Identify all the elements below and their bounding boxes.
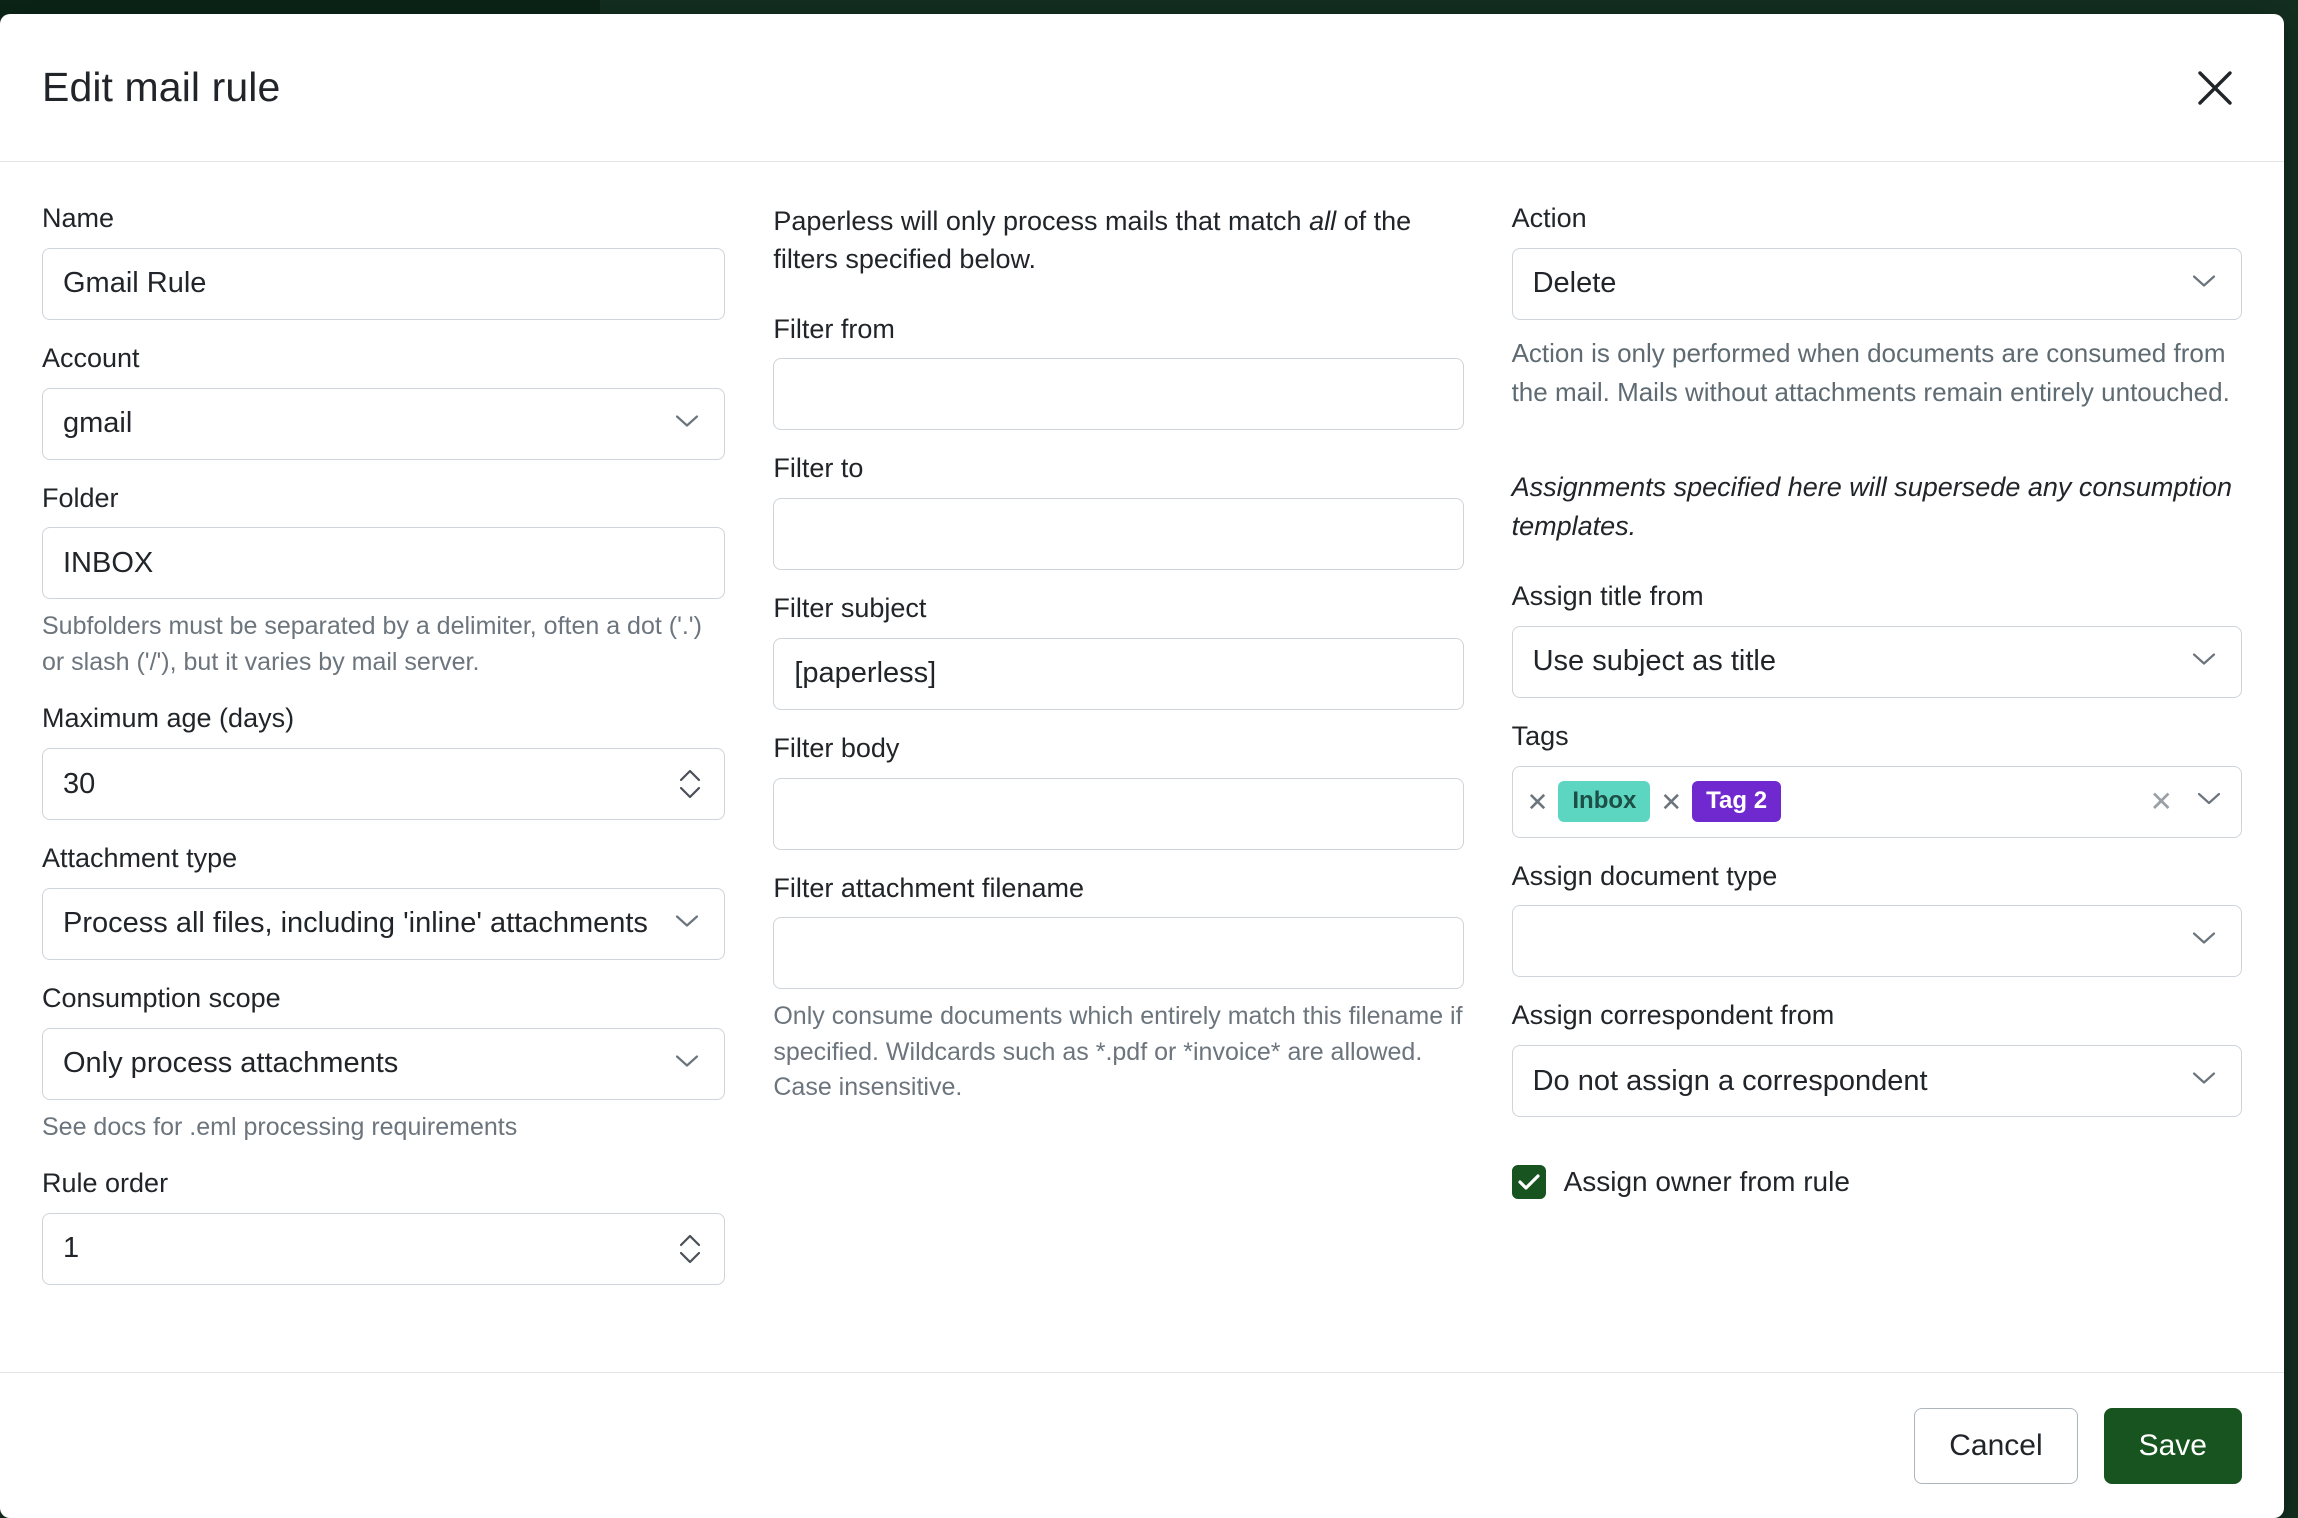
consumption-scope-hint: See docs for .eml processing requirements — [42, 1112, 518, 1141]
filter-from-input[interactable] — [773, 358, 1463, 430]
column-actions — [1512, 202, 2242, 1372]
field-filter-body — [773, 732, 1463, 850]
attachment-type-select[interactable]: Process all files, including 'inline' attachments — [42, 888, 725, 960]
filters-intro — [773, 202, 1463, 279]
assign-document-type-select[interactable] — [1512, 905, 2242, 977]
tag-item — [1527, 781, 1651, 822]
field-assign-title-from — [1512, 580, 2242, 698]
remove-tag-icon[interactable]: ✕ — [1526, 786, 1549, 817]
rule-order-label: Rule order — [42, 1168, 169, 1198]
edit-mail-rule-dialog — [0, 14, 2284, 1518]
filter-to-input[interactable] — [773, 498, 1463, 570]
assign-title-from-select[interactable]: Use subject as title — [1512, 626, 2242, 698]
assign-title-from-label: Assign title from — [1511, 581, 1704, 612]
maximum-age-stepper[interactable] — [679, 769, 701, 799]
field-attachment-type — [42, 842, 725, 960]
dialog-footer — [0, 1372, 2284, 1518]
dialog-body — [0, 162, 2284, 1372]
chevron-down-icon[interactable] — [2197, 792, 2221, 811]
assign-document-type-label: Assign document type — [1511, 860, 1778, 891]
dialog-title: Edit mail rule — [42, 64, 281, 110]
dialog-header — [0, 14, 2284, 162]
field-tags — [1512, 720, 2242, 838]
assign-correspondent-from-select[interactable]: Do not assign a correspondent — [1512, 1045, 2242, 1117]
assignments-note: Assignments specified here will supersede any consumption templates. — [1511, 471, 2232, 541]
action-select[interactable]: Delete — [1512, 248, 2242, 320]
column-general — [42, 202, 773, 1372]
maximum-age-input[interactable] — [42, 748, 725, 820]
field-folder — [42, 482, 725, 681]
field-consumption-scope — [42, 982, 725, 1145]
field-maximum-age — [42, 702, 725, 820]
name-label: Name — [42, 203, 115, 233]
assign-correspondent-from-label: Assign correspondent from — [1511, 1000, 1835, 1031]
field-name — [42, 202, 725, 320]
field-filter-attachment-filename — [773, 872, 1463, 1106]
filter-subject-input[interactable] — [773, 638, 1463, 710]
clear-icon[interactable]: ✕ — [2149, 785, 2173, 817]
filter-attachment-filename-hint: Only consume documents which entirely match this filename if specified. Wildcards such as *.pdf or *invoice* are allowed. Case insensitive. — [773, 1002, 1463, 1102]
tag-item — [1660, 781, 1781, 822]
filters-intro-after: of the filters specified below. — [773, 206, 1412, 275]
field-filter-subject — [773, 592, 1463, 710]
field-assign-correspondent-from — [1512, 999, 2242, 1117]
assign-owner-label: Assign owner from rule — [1563, 1166, 1850, 1198]
field-rule-order — [42, 1167, 725, 1285]
remove-tag-icon[interactable]: ✕ — [1660, 786, 1683, 817]
filter-from-label: Filter from — [773, 313, 895, 344]
field-action — [1512, 202, 2242, 412]
filter-attachment-filename-input[interactable] — [773, 917, 1463, 989]
filters-intro-before: Paperless will only process mails that match — [773, 206, 1310, 236]
consumption-scope-label: Consumption scope — [42, 982, 281, 1013]
filter-body-input[interactable] — [773, 778, 1463, 850]
column-filters — [773, 202, 1511, 1372]
filter-to-label: Filter to — [773, 453, 864, 484]
save-button[interactable]: Save — [2104, 1408, 2242, 1484]
name-input[interactable] — [42, 248, 725, 320]
tag-chip-label: Inbox — [1558, 781, 1650, 822]
field-filter-from — [773, 313, 1463, 431]
consumption-scope-select[interactable]: Only process attachments — [42, 1028, 725, 1100]
filter-body-label: Filter body — [773, 732, 900, 763]
folder-input[interactable] — [42, 527, 725, 599]
rule-order-stepper[interactable] — [679, 1234, 701, 1264]
filter-subject-label: Filter subject — [773, 593, 927, 624]
tags-label: Tags — [1511, 720, 1569, 751]
field-filter-to — [773, 452, 1463, 570]
attachment-type-label: Attachment type — [42, 843, 238, 873]
filters-intro-emphasis: all — [1309, 206, 1337, 236]
account-select[interactable]: gmail — [42, 388, 725, 460]
action-hint: Action is only performed when documents are consumed from the mail. Mails without attachments remain entirely untouched. — [1511, 337, 2230, 407]
assign-owner-from-rule-row[interactable] — [1512, 1165, 2242, 1199]
close-icon[interactable] — [2186, 59, 2244, 117]
assign-owner-checkbox[interactable] — [1512, 1165, 1546, 1199]
action-label: Action — [1511, 203, 1587, 233]
account-label: Account — [42, 342, 140, 373]
folder-label: Folder — [42, 482, 119, 513]
tag-chip-label: Tag 2 — [1692, 781, 1781, 822]
folder-hint: Subfolders must be separated by a delimiter, often a dot ('.') or slash ('/'), but it varies by mail server. — [42, 612, 702, 676]
filter-attachment-filename-label: Filter attachment filename — [773, 872, 1084, 903]
cancel-button[interactable]: Cancel — [1914, 1408, 2077, 1484]
rule-order-input[interactable] — [42, 1213, 725, 1285]
field-account — [42, 342, 725, 460]
tags-input[interactable] — [1512, 766, 2242, 838]
field-assign-document-type — [1512, 860, 2242, 978]
maximum-age-label: Maximum age (days) — [42, 703, 295, 734]
